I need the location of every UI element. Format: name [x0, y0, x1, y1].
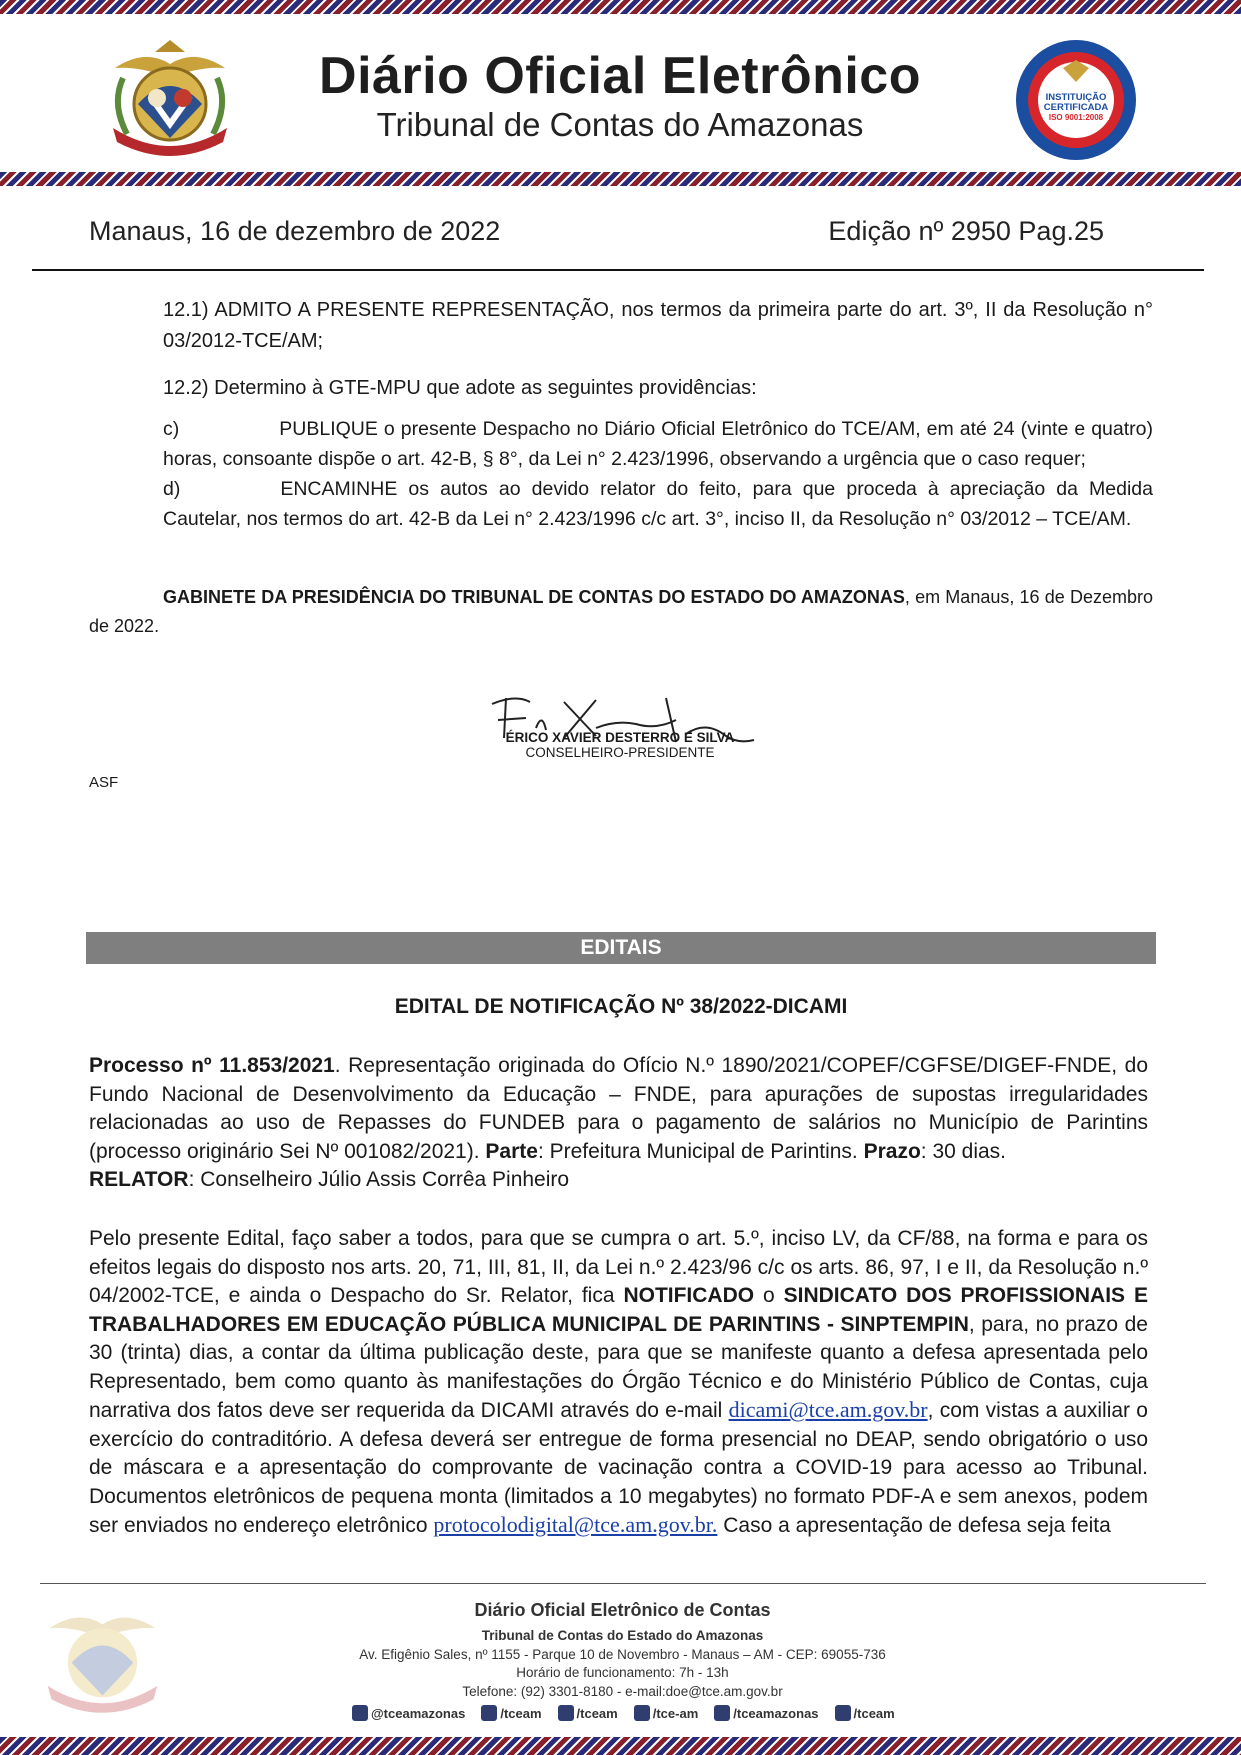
relator-label: RELATOR	[89, 1168, 189, 1191]
closing-rest: , em Manaus, 16 de Dezembro de 2022.	[89, 587, 1153, 636]
issue-edition: Edição nº 2950 Pag.25	[828, 216, 1104, 246]
masthead-subtitle: Tribunal de Contas do Amazonas	[376, 106, 864, 143]
footer-hours: Horário de funcionamento: 7h - 13h	[516, 1665, 729, 1680]
footer-contact: Telefone: (92) 3301-8180 - e-mail:doe@tce.am.gov.br	[462, 1683, 783, 1699]
subitem-d-text: ENCAMINHE os autos ao devido relator do feito, para que proceda à apreciação da Medida Cautelar, nos termos do art. 42-B da Lei n° 2.423/1996 c/c art. 3°, inciso II, da Resolução n° 03/2012 – TCE/AM.	[163, 478, 1153, 530]
header-rule	[32, 269, 1204, 271]
decision-subitem-c	[163, 414, 1153, 474]
footer-social-links	[352, 1705, 912, 1721]
social-soundcloud[interactable]	[835, 1705, 895, 1721]
seal-line-1: INSTITUIÇÃO	[1045, 92, 1107, 103]
edital-notification-paragraph	[89, 1225, 1148, 1541]
footer-title: Diário Oficial Eletrônico de Contas	[474, 1600, 771, 1620]
protocolo-email-link[interactable]: protocolodigital@tce.am.gov.br.	[433, 1512, 718, 1537]
prazo-label: Prazo	[863, 1139, 921, 1163]
sindicato-name: SINDICATO DOS PROFISSIONAIS E TRABALHADORES EM EDUCAÇÃO PÚBLICA MUNICIPAL DE PARINTINS - SINPTEMPIN	[89, 1284, 1148, 1336]
body-a: Pelo presente Edital, faço saber a todos, para que se cumpra o art. 5.º, inciso LV, da CF/88, na forma e para os efeitos legais do disposto nos arts. 20, 71, III, 81, II, da Lei n.º 2.423/96 c/c os arts. 86, 97, I e II, da Resolução n.º 04/2002-TCE, e ainda o Despacho do Sr. Relator, fica	[89, 1227, 1148, 1307]
bottom-stripe-border	[0, 1737, 1241, 1755]
social-label: /tceam	[500, 1705, 542, 1721]
social-label: @tceamazonas	[371, 1705, 466, 1721]
signatory-role: CONSELHEIRO-PRESIDENTE	[525, 745, 715, 760]
decision-subitem-d	[163, 474, 1153, 534]
dicami-email-link[interactable]: dicami@tce.am.gov.br	[728, 1397, 928, 1422]
iso-certification-seal	[1013, 38, 1139, 162]
decision-item-12-2: 12.2) Determino à GTE-MPU que adote as seguintes providências:	[163, 377, 757, 399]
relator-text: : Conselheiro Júlio Assis Corrêa Pinheiro	[188, 1168, 570, 1191]
parte-label: Parte	[485, 1139, 538, 1163]
closing-statement	[89, 583, 1153, 641]
social-label: /tceam	[853, 1705, 895, 1721]
subitem-c-text: PUBLIQUE o presente Despacho no Diário Oficial Eletrônico do TCE/AM, em até 24 (vinte e quatro) horas, consoante dispõe o art. 42-B, § 8°, da Lei n° 2.423/1996, observando a urgência que o caso requer;	[163, 418, 1153, 470]
masthead-title: Diário Oficial Eletrônico	[319, 47, 921, 105]
social-youtube[interactable]	[714, 1705, 818, 1721]
subitem-d-label: d)	[163, 478, 181, 500]
footer-address: Av. Efigênio Sales, nº 1155 - Parque 10 de Novembro - Manaus – AM - CEP: 69055-736	[359, 1646, 886, 1662]
youtube-icon	[714, 1705, 730, 1721]
body-c: , com vistas a auxiliar o exercício do contraditório. A defesa deverá ser entregue de forma presencial no DEAP, sendo obrigatório o uso de máscara e a apresentação do comprovante de vacinação contra a COVID-19 para acesso ao Tribunal. Documentos eletrônicos de pequena monta (limitados a 10 megabytes) no formato PDF-A e sem anexos, podem ser enviados no endereço eletrônico	[89, 1399, 1148, 1537]
footer-info	[330, 1600, 915, 1701]
body-o: o	[754, 1284, 784, 1307]
social-label: /tceamazonas	[733, 1705, 819, 1721]
facebook-icon	[481, 1705, 497, 1721]
subitem-c-label: c)	[163, 418, 180, 440]
section-header-editais: EDITAIS	[86, 932, 1156, 964]
edital-title: EDITAL DE NOTIFICAÇÃO Nº 38/2022-DICAMI	[394, 995, 848, 1018]
twitter-icon	[558, 1705, 574, 1721]
prazo-text: : 30 dias.	[920, 1139, 1007, 1163]
seal-line-3: ISO 9001:2008	[1048, 113, 1104, 122]
social-facebook[interactable]	[481, 1705, 541, 1721]
closing-bold: GABINETE DA PRESIDÊNCIA DO TRIBUNAL DE CONTAS DO ESTADO DO AMAZONAS	[163, 587, 905, 607]
seal-line-2: CERTIFICADA	[1043, 102, 1109, 113]
body-b: , para, no prazo de 30 (trinta) dias, a contar da última publicação deste, para que se manifeste quanto a defesa apresentada pelo Representado, bem como quanto às manifestações do Órgão Técnico e do Ministério Público de Contas, cuja narrativa dos fatos deve ser requerida da DICAMI através do e-mail	[89, 1312, 1148, 1422]
masthead	[200, 0, 1040, 144]
processo-label: Processo nº 11.853/2021	[89, 1054, 335, 1077]
signatory-name: ÉRICO XAVIER DESTERRO E SILVA	[505, 730, 735, 745]
header-stripe-border	[0, 172, 1241, 186]
body-d: Caso a apresentação de defesa seja feita	[717, 1514, 1111, 1537]
author-initials: ASF	[89, 774, 119, 791]
parte-text: : Prefeitura Municipal de Parintins.	[537, 1139, 864, 1163]
social-flickr[interactable]	[634, 1705, 699, 1721]
footer-emblem-watermark	[40, 1598, 165, 1718]
social-label: /tce-am	[652, 1705, 699, 1721]
social-label: /tceam	[576, 1705, 618, 1721]
social-twitter[interactable]	[558, 1705, 618, 1721]
edital-process-paragraph	[89, 1052, 1148, 1195]
soundcloud-icon	[835, 1705, 851, 1721]
instagram-icon	[352, 1705, 368, 1721]
social-instagram[interactable]	[352, 1705, 465, 1721]
processo-text: . Representação originada do Ofício N.º 1890/2021/COPEF/CGFSE/DIGEF-FNDE, do Fundo Nacional de Desenvolvimento da Educação – FNDE, para apurações de supostas irregularidades relacionadas ao uso de Repasses do FUNDEB para o pagamento de salários no Município de Parintins (processo originário Sei Nº 001082/2021).	[89, 1054, 1149, 1163]
footer-rule	[40, 1583, 1206, 1584]
notificado-label: NOTIFICADO	[623, 1284, 755, 1307]
decision-item-12-1: 12.1) ADMITO A PRESENTE REPRESENTAÇÃO, nos termos da primeira parte do art. 3º, II da Resolução n° 03/2012-TCE/AM;	[163, 299, 1153, 352]
issue-date: Manaus, 16 de dezembro de 2022	[89, 216, 501, 246]
flickr-icon	[634, 1705, 650, 1721]
footer-org: Tribunal de Contas do Estado do Amazonas	[481, 1628, 764, 1643]
